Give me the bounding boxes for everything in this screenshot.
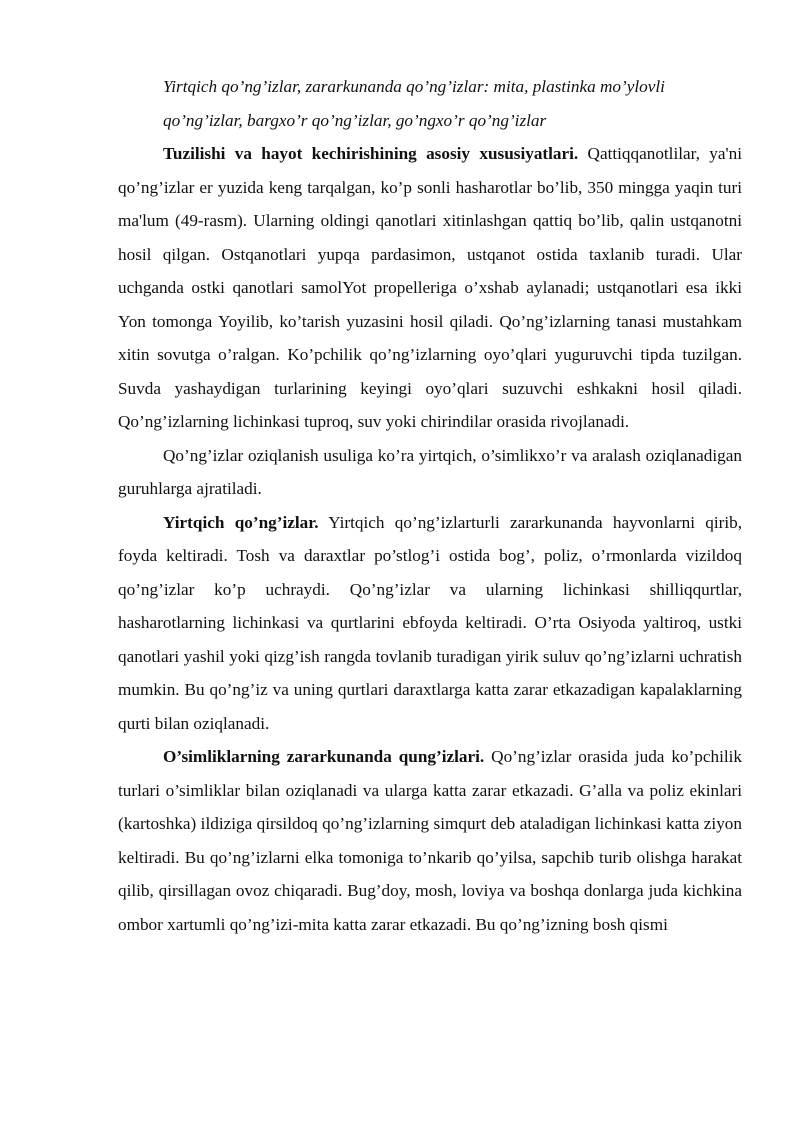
document-page xyxy=(118,70,742,941)
paragraph-body: Qo’ng’izlar orasida juda ko’pchilik turlari o’simliklar bilan oziqlanadi va ularga katta zarar etkazadi. G’alla va poliz ekinlari (kartoshka) ildiziga qirsildoq qo’ng’izlarning simqurt deb ataladigan lichinkasi katta ziyon keltiradi. Bu qo’ng’izlarni elka tomoniga to’nkarib qo’yilsa, sapchib turib olishga harakat qilib, qirsillagan ovoz chiqaradi. Bug’doy, mosh, loviya va boshqa donlarga juda kichkina ombor xartumli qo’ng’izi-mita katta zarar etkazadi. Bu qo’ng’izning bosh qismi xyxy=(118,747,742,934)
paragraph-body: Yirtqich qo’ng’izlarturli zararkunanda hayvonlarni qirib, foyda keltiradi. Tosh va daraxtlar po’stlog’i ostida bog’, poliz, o’rmonlarda vizildoq qo’ng’izlar ko’p uchraydi. Qo’ng’izlar va ularning lichinkasi shilliqqurtlar, hasharotlarning lichinkasi va qurtlarini ebfoyda keltiradi. O’rta Osiyoda yaltiroq, ustki qanotlari yashil yoki qizg’ish rangda tovlanib turadigan yirik suluv qo’ng’izlarni uchratish mumkin. Bu qo’ng’iz va uning qurtlari daraxtlarga katta zarar etkazadigan kapalaklarning qurti bilan oziqlanadi. xyxy=(118,512,742,733)
paragraph-heading: Yirtqich qo’ng’izlar. xyxy=(163,512,319,532)
paragraph-heading: O’simliklarning zararkunanda qung’izlari. xyxy=(163,747,485,766)
paragraph-body: Qattiqqanotlilar, ya'ni qo’ng’izlar er yuzida keng tarqalgan, ko’p sonli hasharotlar bo’lib, 350 mingga yaqin turi ma'lum (49-rasm). Ularning oldingi qanotlari xitinlashgan qattiq bo’lib, qalin ustqanotni hosil qilgan. Ostqanotlari yupqa pardasimon, ustqanot ostida taxlanib turadi. Ular uchganda ostki qanotlari samolYot propelleriga o’xshab aylanadi; ustqanotlari esa ikki Yon tomonga Yoyilib, ko’tarish yuzasini hosil qiladi. Qo’ng’izlarning tanasi mustahkam xitin sovutga o’ralgan. Ko’pchilik qo’ng’izlarning oyo’qlari yuguruvchi tipda tuzilgan. Suvda yashaydigan turlarining keyingi oyo’qlari suzuvchi eshkakni hosil qiladi. Qo’ng’izlarning lichinkasi tuproq, suv yoki chirindilar orasida rivojlanadi. xyxy=(118,144,742,431)
paragraph-structure xyxy=(118,137,742,439)
paragraph-predators xyxy=(118,506,742,741)
paragraph-body: Qo’ng’izlar oziqlanish usuliga ko’ra yirtqich, o’simlikxo’r va aralash oziqlanadigan guruhlarga ajratiladi. xyxy=(118,445,742,498)
intro-paragraph: Yirtqich qo’ng’izlar, zararkunanda qo’ng’izlar: mita, plastinka mo’ylovli qo’ng’izlar, bargxo’r qo’ng’izlar, go’ngxo’r qo’ng’izlar xyxy=(163,77,665,130)
paragraph-heading: Tuzilishi va hayot kechirishining asosiy xususiyatlari. xyxy=(163,144,579,163)
paragraph-pests xyxy=(118,740,742,941)
paragraph-feeding xyxy=(118,439,742,506)
